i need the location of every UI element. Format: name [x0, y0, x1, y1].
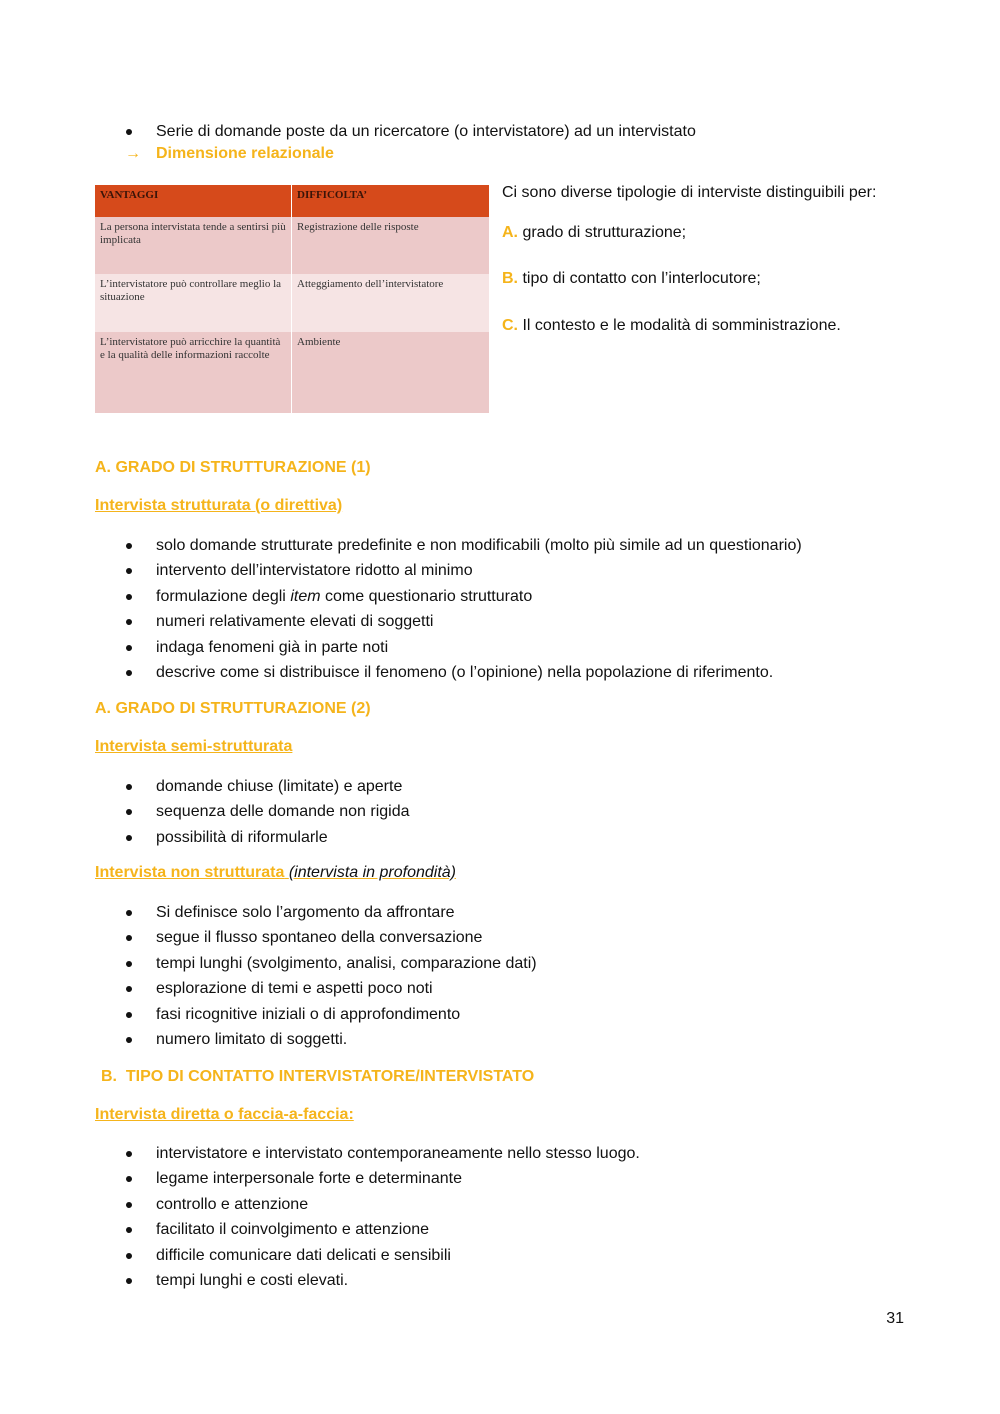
section-heading: B. TIPO DI CONTATTO INTERVISTATORE/INTERVISTATO	[101, 1068, 535, 1085]
dimension-label: Dimensione relazionale	[156, 145, 334, 162]
typology-item	[502, 270, 761, 288]
section-subheading	[95, 864, 456, 882]
list-item: sequenza delle domande non rigida	[95, 799, 410, 824]
table-row	[95, 332, 490, 413]
direct-interview-list	[95, 1141, 640, 1293]
section-subheading: Intervista semi-strutturata	[95, 738, 293, 755]
list-item: segue il flusso spontaneo della conversazione	[95, 925, 537, 950]
typology-text: Il contesto e le modalità di somministrazione.	[522, 317, 841, 334]
list-item: possibilità di riformularle	[95, 825, 410, 850]
list-item: solo domande strutturate predefinite e non modificabili (molto più simile ad un questionario)	[95, 533, 802, 558]
table-header-row	[95, 185, 490, 217]
structured-list	[95, 533, 802, 685]
typology-item	[502, 224, 686, 242]
typology-letter: C.	[502, 317, 518, 334]
table-cell: Ambiente	[292, 332, 490, 413]
list-item: esplorazione di temi e aspetti poco noti	[95, 976, 537, 1001]
semi-structured-list	[95, 774, 410, 850]
list-item: intervistatore e intervistato contemporaneamente nello stesso luogo.	[95, 1141, 640, 1166]
arrow-right-icon: →	[125, 145, 141, 162]
list-item: controllo e attenzione	[95, 1192, 640, 1217]
table-cell: Registrazione delle risposte	[292, 217, 490, 274]
table-row	[95, 217, 490, 274]
list-item: descrive come si distribuisce il fenomeno (o l’opinione) nella popolazione di riferimento.	[95, 660, 802, 685]
typology-item	[502, 317, 841, 335]
typologies-intro: Ci sono diverse tipologie di interviste distinguibili per:	[502, 184, 877, 201]
list-item-emphasis: item	[290, 587, 321, 605]
list-item: Si definisce solo l’argomento da affrontare	[95, 900, 537, 925]
table-header: DIFFICOLTA’	[292, 185, 490, 217]
table-cell: La persona intervistata tende a sentirsi più implicata	[95, 217, 292, 274]
unstructured-list	[95, 900, 537, 1052]
table-cell: L’intervistatore può controllare meglio la situazione	[95, 274, 292, 332]
list-item: legame interpersonale forte e determinante	[95, 1166, 640, 1191]
page-number: 31	[886, 1310, 904, 1327]
table-row	[95, 274, 490, 332]
section-heading: A. GRADO DI STRUTTURAZIONE (2)	[95, 700, 371, 717]
section-subheading: Intervista diretta o faccia-a-faccia:	[95, 1106, 354, 1123]
list-item: tempi lunghi (svolgimento, analisi, comparazione dati)	[95, 951, 537, 976]
table-cell: L’intervistatore può arricchire la quantità e la qualità delle informazioni raccolte	[95, 332, 292, 413]
list-item: numeri relativamente elevati di soggetti	[95, 609, 802, 634]
list-item: Serie di domande poste da un ricercatore (o intervistatore) ad un intervistato	[95, 119, 696, 144]
list-item: numero limitato di soggetti.	[95, 1027, 537, 1052]
table-header: VANTAGGI	[95, 185, 292, 217]
list-item: domande chiuse (limitate) e aperte	[95, 774, 410, 799]
typology-letter: A.	[502, 224, 518, 241]
typology-text: grado di strutturazione;	[522, 224, 687, 241]
list-item: indaga fenomeni già in parte noti	[95, 635, 802, 660]
list-item-text: come questionario strutturato	[325, 587, 533, 605]
list-item: tempi lunghi e costi elevati.	[95, 1268, 640, 1293]
list-item: difficile comunicare dati delicati e sensibili	[95, 1243, 640, 1268]
section-heading: A. GRADO DI STRUTTURAZIONE (1)	[95, 459, 371, 476]
dimension-line	[125, 145, 334, 163]
subheading-label: Intervista non strutturata	[95, 864, 285, 881]
list-item-text: formulazione degli	[156, 587, 286, 605]
subheading-note: (intervista in profondità)	[288, 864, 456, 881]
section-subheading: Intervista strutturata (o direttiva)	[95, 497, 343, 514]
list-item: facilitato il coinvolgimento e attenzione	[95, 1217, 640, 1242]
list-item	[95, 584, 802, 609]
table-cell: Atteggiamento dell’intervistatore	[292, 274, 490, 332]
list-item: fasi ricognitive iniziali o di approfondimento	[95, 1002, 537, 1027]
typology-letter: B.	[502, 270, 518, 287]
list-item: intervento dell’intervistatore ridotto al minimo	[95, 558, 802, 583]
advantages-difficulties-table	[95, 185, 490, 413]
intro-list	[95, 119, 696, 144]
typology-text: tipo di contatto con l’interlocutore;	[522, 270, 761, 287]
